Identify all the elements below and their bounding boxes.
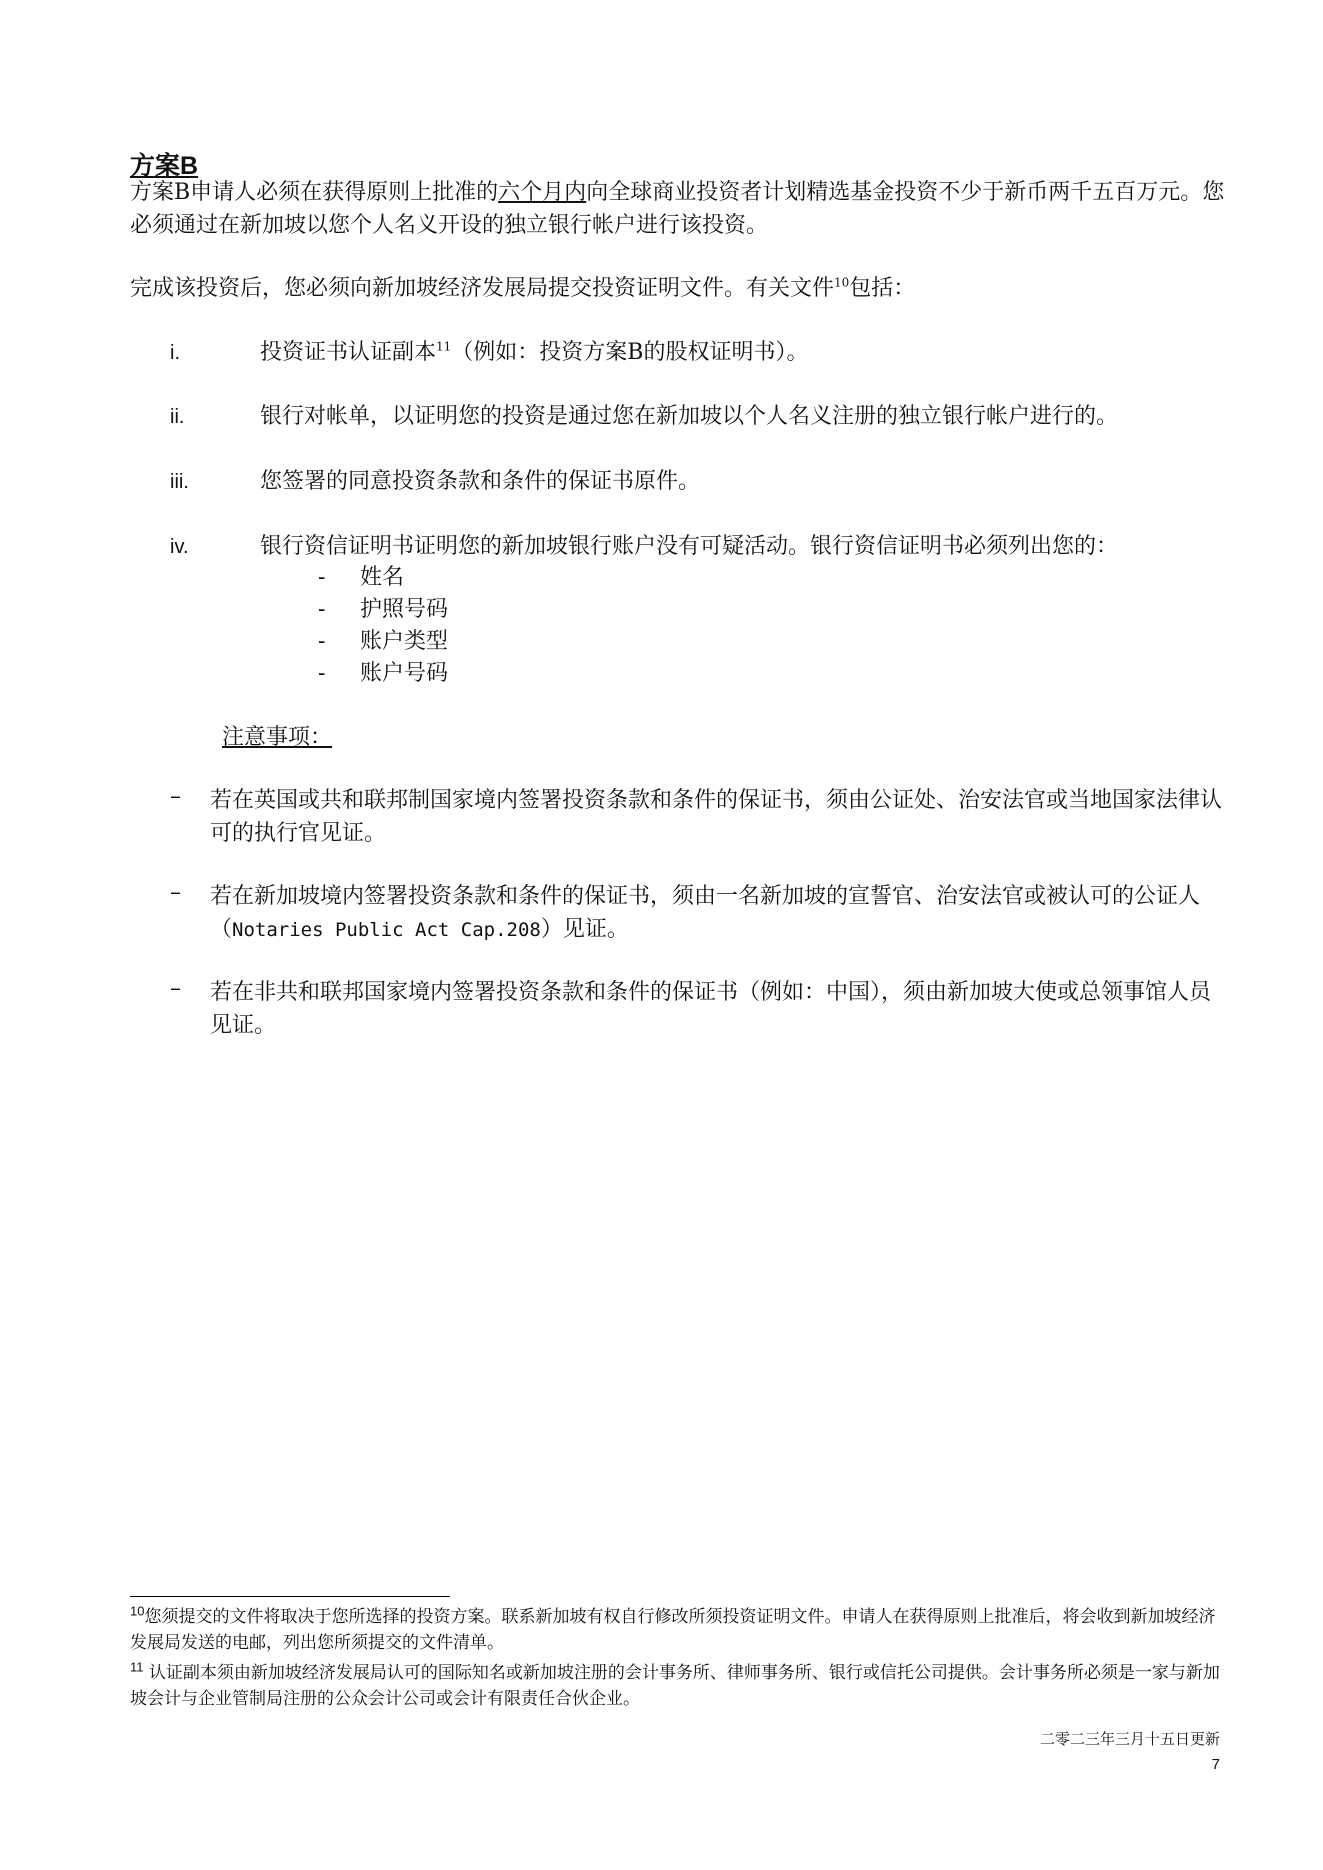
bullet-dash: –	[170, 976, 181, 1001]
intro-text-2: 向全球商业投资者计划精选基金投资不少于新币两千五百万元。您必须通过在新加坡以您个人名义开设的独立银行帐户进行该投资。	[130, 180, 1225, 238]
sublist-item-text: 姓名	[360, 565, 405, 590]
sublist-item-text: 账户类型	[360, 629, 449, 654]
bullet-dash: –	[170, 784, 181, 809]
list-item-text: 银行对帐单，以证明您的投资是通过您在新加坡以个人名义注册的独立银行帐户进行的。	[260, 404, 1119, 429]
footnote-divider	[130, 1596, 450, 1597]
footnote-number: 11	[130, 1659, 144, 1675]
bullet-item-text: 若在非共和联邦国家境内签署投资条款和条件的保证书（例如：中国），须由新加坡大使或总领事馆人员见证。	[210, 980, 1212, 1038]
bullet-item-text: 若在英国或共和联邦制国家境内签署投资条款和条件的保证书，须由公证处、治安法官或当地国家法律认可的执行官见证。	[210, 788, 1223, 846]
completion-paragraph	[130, 272, 1230, 305]
list-item-text: 您签署的同意投资条款和条件的保证书原件。	[260, 469, 701, 494]
footnote	[130, 1604, 1230, 1656]
list-item-number: i.	[170, 342, 180, 364]
list-item-text-cont: （例如：投资方案B的股权证明书）。	[451, 340, 809, 365]
footer-update-date: 二零二三年三月十五日更新	[1039, 1730, 1220, 1748]
sublist-item-text: 护照号码	[360, 597, 449, 622]
intro-text-1: 方案B申请人必须在获得原则上批准的	[130, 180, 499, 205]
intro-underlined: 六个月内	[498, 180, 587, 205]
list-item-number: iii.	[170, 471, 189, 493]
list-item-number: ii.	[170, 406, 185, 428]
sublist-item-text: 账户号码	[360, 661, 449, 686]
footnote	[130, 1660, 1230, 1712]
sublist-item: - 姓名	[318, 565, 405, 590]
sublist-item: - 账户类型	[318, 629, 449, 654]
section-heading: 方案B	[130, 152, 199, 180]
list-item	[260, 336, 808, 369]
bullet-item-text: 若在新加坡境内签署投资条款和条件的保证书，须由一名新加坡的宣誓官、治安法官或被认可的公证人（	[210, 884, 1201, 942]
list-item-text: 银行资信证明书证明您的新加坡银行账户没有可疑活动。银行资信证明书必须列出您的：	[260, 534, 1119, 559]
page-number: 7	[1211, 1756, 1220, 1773]
footnote-ref-11: 11	[436, 339, 452, 354]
bullet-item	[210, 880, 1230, 947]
sublist-item: - 账户号码	[318, 661, 449, 686]
list-item-number: iv.	[170, 536, 189, 558]
footnote-number: 10	[130, 1603, 145, 1619]
completion-text-1: 完成该投资后，您必须向新加坡经济发展局提交投资证明文件。有关文件	[130, 276, 835, 301]
notes-title: 注意事项：	[222, 725, 333, 750]
footnote-text: 您须提交的文件将取决于您所选择的投资方案。联系新加坡有权自行修改所须投资证明文件。申请人在获得原则上批准后，将会收到新加坡经济发展局发送的电邮，列出您所须提交的文件清单。	[130, 1607, 1216, 1653]
footnote-ref-10: 10	[834, 275, 850, 290]
footnote-text: 认证副本须由新加坡经济发展局认可的国际知名或新加坡注册的会计事务所、律师事务所、银行或信托公司提供。会计事务所必须是一家与新加坡会计与企业管制局注册的公众会计公司或会计有限责任合伙企业。	[130, 1663, 1220, 1709]
sublist-item: - 护照号码	[318, 597, 449, 622]
bullet-dash: –	[170, 880, 181, 905]
bullet-item-text-cont: ）见证。	[540, 917, 629, 942]
list-item-text: 投资证书认证副本	[260, 340, 437, 365]
completion-text-2: 包括：	[849, 276, 916, 301]
intro-paragraph	[130, 176, 1230, 242]
bullet-item-act-name: Notaries Public Act Cap.208	[232, 919, 541, 941]
